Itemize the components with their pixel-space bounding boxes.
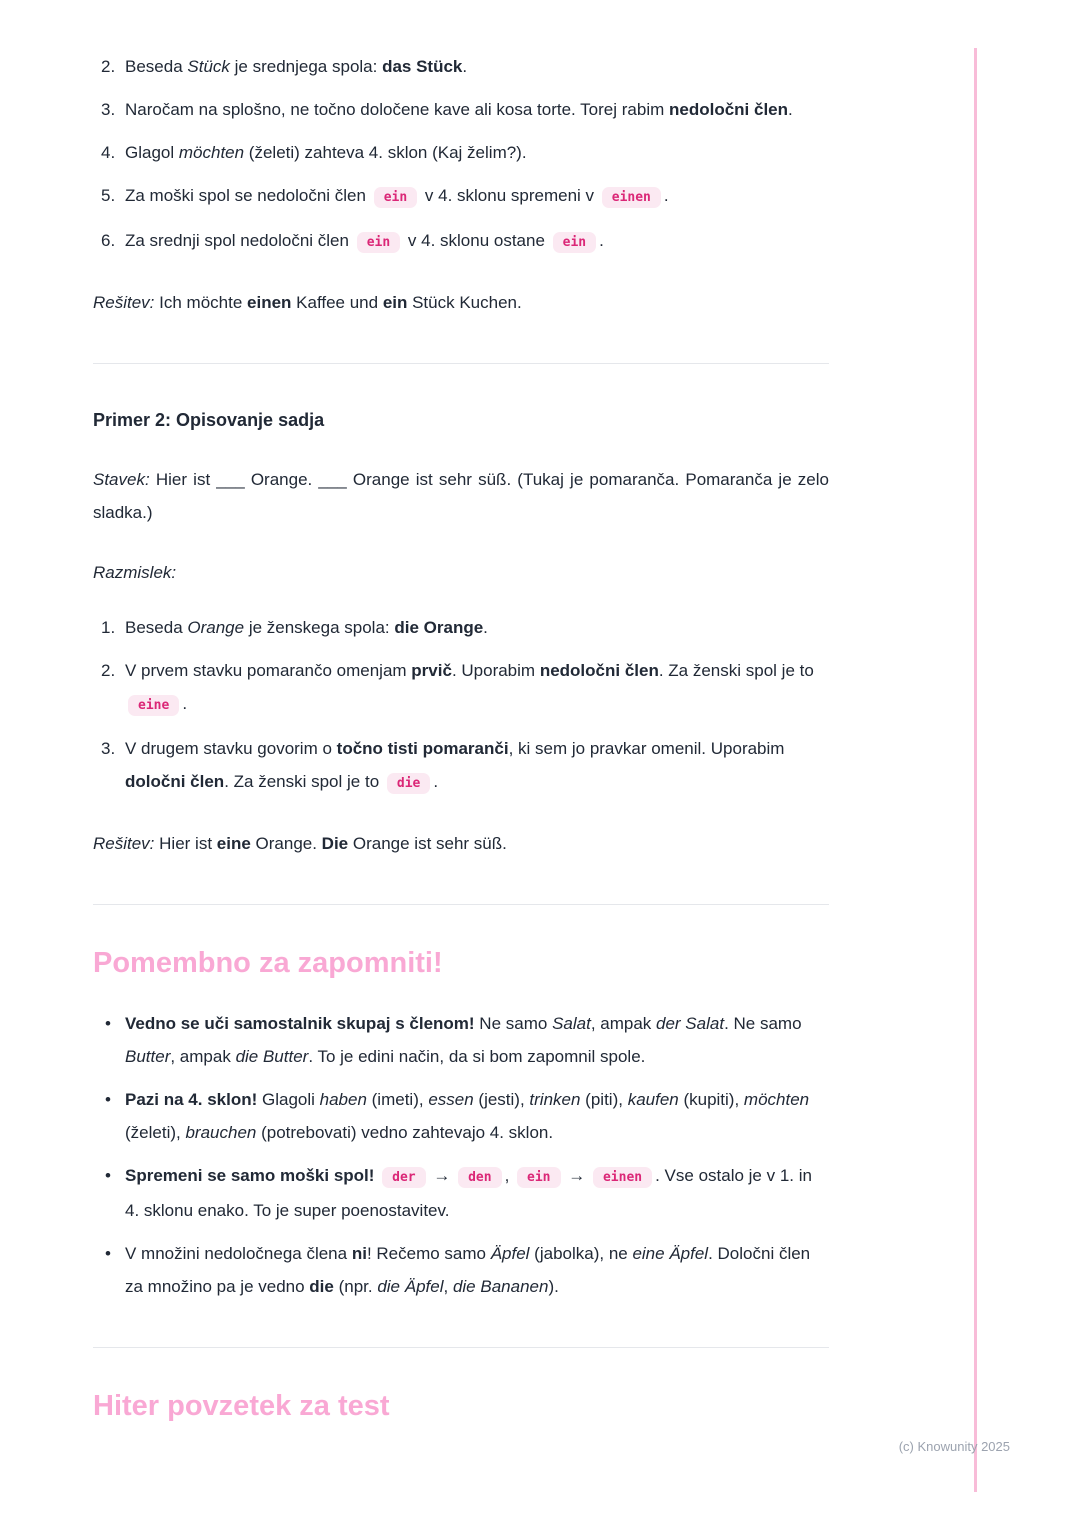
steps-list-coffee: [93, 50, 829, 259]
list-number: 4.: [101, 143, 116, 162]
list-item-text: V drugem stavku govorim o točno tisti pomaranči, ki sem jo pravkar omenil. Uporabim določni člen. Za ženski spol je to die .: [125, 732, 829, 800]
list-item-text: Za moški spol se nedoločni člen ein v 4. sklonu spremeni v einen .: [125, 179, 829, 214]
inline-code-badge: einen: [593, 1167, 652, 1188]
bullet-icon: •: [105, 1244, 111, 1263]
section-divider: [93, 904, 829, 905]
inline-code-badge: eine: [128, 695, 179, 716]
list-number: 3.: [101, 739, 116, 758]
page-edge-accent: [974, 48, 977, 1492]
list-item-text: Naročam na splošno, ne točno določene kave ali kosa torte. Torej rabim nedoločni člen.: [125, 100, 793, 119]
list-item-text: Beseda Stück je srednjega spola: das Stück.: [125, 57, 468, 76]
list-item-text: Glagol möchten (želeti) zahteva 4. sklon (Kaj želim?).: [125, 143, 527, 162]
bullet-item-text: Spremeni se samo moški spol! der → den , ein → einen . Vse ostalo je v 1. in 4. sklonu enako. To je super poenostavitev.: [125, 1166, 812, 1220]
inline-code-badge: den: [458, 1167, 501, 1188]
section-divider: [93, 1347, 829, 1348]
important-bullets: [93, 1007, 829, 1303]
inline-code-badge: ein: [553, 232, 596, 253]
list-item: [93, 732, 829, 800]
list-number: 2.: [101, 661, 116, 680]
list-item-text: V prvem stavku pomarančo omenjam prvič. Uporabim nedoločni člen. Za ženski spol je to eine .: [125, 654, 829, 722]
list-number: 6.: [101, 231, 116, 250]
solution-paragraph-coffee: Rešitev: Ich möchte einen Kaffee und ein Stück Kuchen.: [93, 293, 522, 312]
bullet-icon: •: [105, 1166, 111, 1185]
list-item: [93, 654, 829, 722]
list-item: [93, 50, 829, 83]
razmislek-label: [93, 556, 829, 589]
list-number: 5.: [101, 186, 116, 205]
heading-primer-2: Primer 2: Opisovanje sadja: [93, 410, 325, 430]
list-item-text: Beseda Orange je ženskega spola: die Orange.: [125, 618, 488, 637]
inline-code-badge: ein: [374, 187, 417, 208]
bullet-icon: •: [105, 1014, 111, 1033]
list-number: 3.: [101, 100, 116, 119]
steps-list-orange: [93, 611, 829, 800]
inline-code-badge: ein: [357, 232, 400, 253]
bullet-item-text: Pazi na 4. sklon! Glagoli haben (imeti), essen (jesti), trinken (piti), kaufen (kupiti), möchten (želeti), brauchen (potrebovati) vedno zahtevajo 4. sklon.: [125, 1090, 810, 1142]
list-item: [93, 179, 829, 214]
inline-code-badge: der: [382, 1167, 425, 1188]
list-item: [93, 136, 829, 169]
copyright-footer: (c) Knowunity 2025: [898, 1439, 1010, 1454]
bullet-icon: •: [105, 1090, 111, 1109]
inline-code-badge: einen: [602, 187, 661, 208]
list-item-text: Za srednji spol nedoločni člen ein v 4. sklonu ostane ein .: [125, 224, 829, 259]
bullet-item: [93, 1159, 829, 1227]
razmislek-label-text: Razmislek:: [93, 563, 177, 582]
content-column: [93, 50, 829, 1450]
bullet-item-text: V množini nedoločnega člena ni! Rečemo samo Äpfel (jabolka), ne eine Äpfel. Določni člen za množino pa je vedno die (npr. die Äpfel, die Bananen).: [125, 1244, 811, 1296]
bullet-item-text: Vedno se uči samostalnik skupaj s členom! Ne samo Salat, ampak der Salat. Ne samo Butter, ampak die Butter. To je edini način, da si bom zapomnil spole.: [125, 1014, 802, 1066]
heading-important: Pomembno za zapomniti!: [93, 947, 443, 979]
list-number: 2.: [101, 57, 116, 76]
list-item: [93, 224, 829, 259]
bullet-item: [93, 1083, 829, 1149]
list-item: [93, 611, 829, 644]
sentence-paragraph: Stavek: Hier ist ___ Orange. ___ Orange ist sehr süß. (Tukaj je pomaranča. Pomaranča je zelo sladka.): [93, 470, 829, 522]
inline-code-badge: ein: [517, 1167, 560, 1188]
list-number: 1.: [101, 618, 116, 637]
bullet-item: [93, 1237, 829, 1303]
list-item: [93, 93, 829, 126]
heading-summary: Hiter povzetek za test: [93, 1390, 390, 1422]
section-divider: [93, 363, 829, 364]
bullet-item: [93, 1007, 829, 1073]
solution-paragraph-orange: Rešitev: Hier ist eine Orange. Die Orange ist sehr süß.: [93, 834, 507, 853]
inline-code-badge: die: [387, 773, 430, 794]
